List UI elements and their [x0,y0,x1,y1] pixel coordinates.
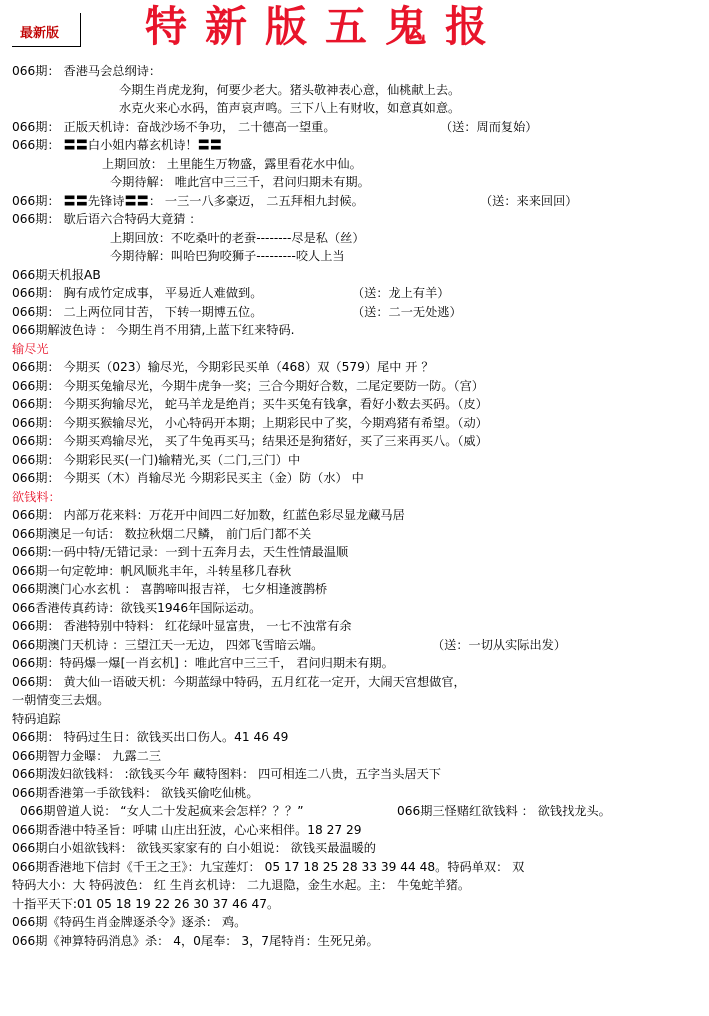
text-line [12,155,702,174]
text-line [12,247,702,266]
text-line [12,728,702,747]
text-line [12,765,702,784]
latest-edition-label: 最新版 [20,26,60,41]
line-text: 066期《特码生肖金牌逐杀令》逐杀： 鸡。 [12,915,247,929]
text-line [12,358,702,377]
line-text: （送：周而复始） [440,119,538,134]
text-line [12,895,702,914]
line-text: 066期： 特码过生日：欲钱买出口伤人。41 46 49 [12,730,289,744]
line-text: 066期： 今期买兔输尽光，今期牛虎争一奖；三合今期好合数，二尾定要防一防。（宫） [12,378,484,393]
text-line [12,913,702,932]
text-line [12,414,702,433]
line-text: 066期解波色诗 ： 今期生肖不用猜,上蓝下红来特码. [12,323,295,337]
text-line [12,839,702,858]
text-line [12,562,702,581]
line-text: （送：一切从实际出发） [432,637,567,652]
text-line [12,284,702,303]
text-line [12,81,702,100]
line-text: 066期澳门天机诗 ：三望江天一无边， 四郊飞雪暗云端。 [12,637,324,652]
line-text: 066期曾道人说： “女人二十发起疯来会怎样？？？” [20,804,304,818]
text-line [12,636,702,655]
line-text: 066期： 胸有成竹定成事， 平易近人难做到。 [12,286,263,300]
line-text: 066期： 〓〓白小姐内幕玄机诗！〓〓 [12,138,222,152]
text-line [12,377,702,396]
text-line [12,488,702,507]
text-line [12,710,702,729]
line-text: 066期： 黄大仙一语破天机：今期蓝绿中特码，五月红花一定开，大闹天宫想做官， [12,674,466,689]
text-line [12,876,702,895]
line-text: 066期： 今期彩民买(一门)输精光,买（二门,三门）中 [12,452,301,467]
text-line [12,340,702,359]
text-line [12,303,702,322]
line-text: 066期： 二上两位同甘苦， 下转一期博五位。 [12,304,263,319]
section-heading: 输尽光 [12,341,49,356]
line-text: 066期： 今期买（木）肖输尽光 今期彩民买主（金）防（水） 中 [12,471,364,485]
line-text: 066期： 〓〓先锋诗〓〓： 一三一八多豪迈， 二五拜相九封候。 [12,193,364,208]
line-text: 066期香港地下信封《千王之王》：九宝莲灯： 05 17 18 25 28 33 39 44 48。特码单双： 双 [12,859,525,874]
text-line [12,580,702,599]
text-line [12,784,702,803]
line-text: 今期待解： 唯此宫中三三千，君问归期未有期。 [110,175,370,189]
line-text: 066期天机报AB [12,267,101,282]
text-line [12,136,702,155]
section-heading: 欲钱料： [12,489,61,504]
line-text: 066期:一码中特/无错记录：一到十五奔月去，天生性情最温顺 [12,545,349,559]
line-text: 一朝情变三去烟。 [12,693,110,707]
text-line [12,821,702,840]
text-line [12,432,702,451]
line-text: 066香港传真药诗：欲钱买1946年国际运动。 [12,600,262,615]
text-line [12,858,702,877]
line-text: 十指平天下:01 05 18 19 22 26 30 37 46 47。 [12,896,280,911]
line-text: 上期回放： 土里能生万物盛，露里看花水中仙。 [102,156,362,171]
line-text: 066期： 今期买（023）输尽光，今期彩民买单（468）双（579）尾中 开 ？ [12,360,434,374]
line-text: 066期： 今期买猴输尽光， 小心特码开本期；上期彩民中了奖，今期鸡猪有希望。（动） [12,415,488,430]
line-text: 066期一句定乾坤：帆风顺兆丰年，斗转星移几春秋 [12,563,292,578]
latest-edition-badge [12,13,81,47]
text-line [12,395,702,414]
bulletin-body [12,62,702,950]
line-text: 066期智力金曝： 九露二三 [12,748,162,763]
text-line [12,654,702,673]
line-text: 066期： 内部万花来料：万花开中间四二好加数，红蓝色彩尽显龙藏马居 [12,508,405,522]
line-text: 066期： 正版天机诗：奋战沙场不争功， 二十德高一望重。 [12,119,336,134]
text-line [12,192,702,211]
text-line [12,173,702,192]
text-line [12,321,702,340]
text-line [12,266,702,285]
line-text: 066期： 香港特别中特料： 红花绿叶显富贵， 一七不浊常有余 [12,619,352,633]
text-line [12,229,702,248]
line-text: 上期回放：不吃桑叶的老蚕--------尽是私（丝） [110,230,365,245]
text-line [12,118,702,137]
line-text: 066期： 今期买狗输尽光， 蛇马羊龙是绝肖；买牛买兔有钱拿，看好小数去买码。（皮） [12,397,488,411]
text-line [12,599,702,618]
text-line [12,932,702,951]
line-text: 066期三怪赌红欲钱料 ： 欲钱找龙头。 [397,804,611,818]
text-line [12,210,702,229]
text-line [12,543,702,562]
text-line [12,691,702,710]
line-text: 066期： 香港马会总纲诗： [12,64,162,78]
text-line [12,506,702,525]
text-line [12,451,702,470]
text-line [12,62,702,81]
line-text: 066期香港中特圣旨：呼啸 山庄出狂波，心心来相伴。18 27 29 [12,822,362,837]
line-text: （送：龙上有羊） [352,286,450,300]
line-text: 066期：特码爆一爆[一肖玄机] ：唯此宫中三三千， 君问归期未有期。 [12,656,394,670]
line-text: 066期白小姐欲钱料： 欲钱买家家有的 白小姐说： 欲钱买最温暖的 [12,841,376,855]
line-text: 今期待解：叫哈巴狗咬狮子---------咬人上当 [110,249,345,263]
line-text: 特码追踪 [12,711,61,726]
line-text: 066期《神算特码消息》杀： 4，0尾奉： 3，7尾特肖：生死兄弟。 [12,933,379,948]
line-text: 水克火来心水码，笛声哀声鸣。三下八上有财收，如意真如意。 [119,101,461,115]
line-text: 今期生肖虎龙狗，何要少老大。猪头敬神表心意，仙桃献上去。 [119,82,461,97]
text-line [12,469,702,488]
line-text: 066期泼妇欲钱料： :欲钱买今年 藏特图料： 四可相连二八贵，五字当头居天下 [12,767,441,781]
line-text: 066期： 歇后语六合特码大竟猜 ： [12,212,202,226]
text-line [12,525,702,544]
line-text: 066期香港第一手欲钱料： 欲钱买偷吃仙桃。 [12,785,259,800]
text-line [12,673,702,692]
line-text: 特码大小：大 特码波色： 红 生肖玄机诗： 二九退隐，金生水起。主： 牛兔蛇羊猪。 [12,878,471,892]
text-line [12,99,702,118]
text-line [12,617,702,636]
page-title: 特新版五鬼报 [145,2,506,51]
line-text: （送：二一无处逃） [352,304,462,319]
text-line [12,802,702,821]
line-text: 066期澳足一句话： 数拉秋烟二尺鳞， 前门后门都不关 [12,526,312,541]
line-text: （送：来来回回） [480,193,578,208]
line-text: 066期澳门心水玄机 ： 喜鹊啼叫报吉祥， 七夕相逢渡鹊桥 [12,582,328,596]
line-text: 066期： 今期买鸡输尽光， 买了牛兔再买马；结果还是狗猪好，买了三来再买八。（威） [12,434,488,448]
text-line [12,747,702,766]
